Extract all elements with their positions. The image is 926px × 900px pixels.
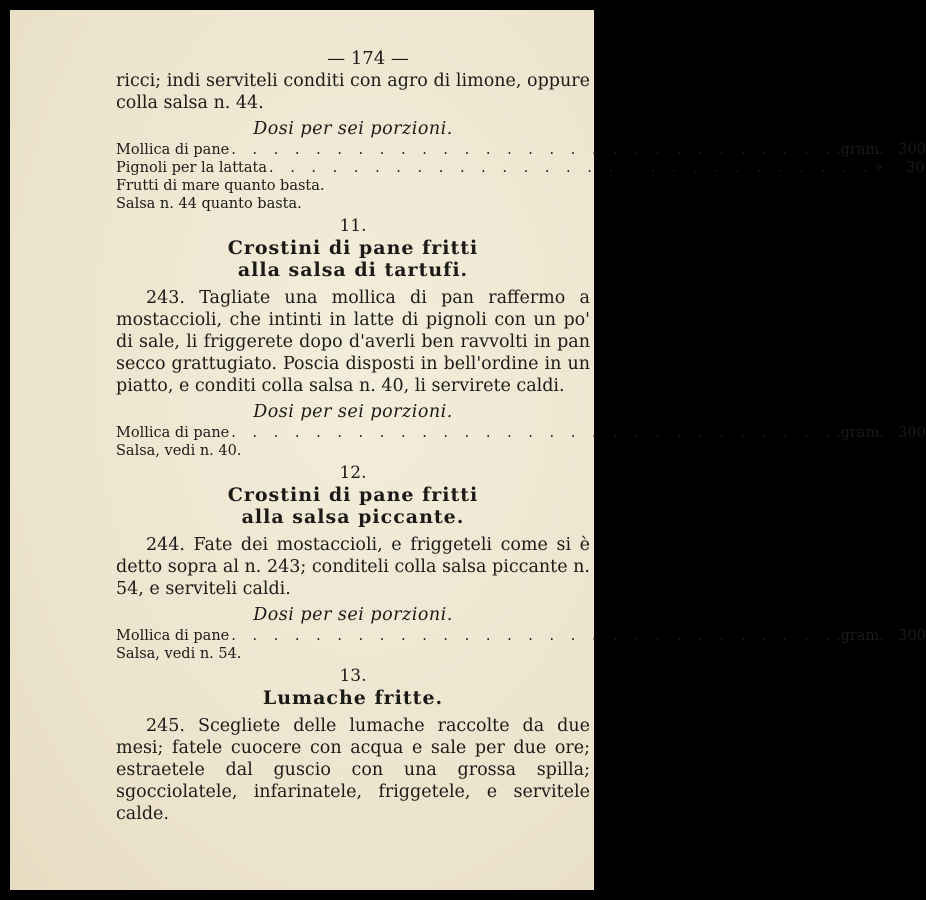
ingredient-extra: Salsa n. 44 quanto basta. xyxy=(116,196,302,212)
ingredient-amount: 300 xyxy=(898,425,926,441)
recipe-text: 243. Tagliate una mollica di pan raffermo a mostaccioli, che intinti in latte di pignoli con un po' di sale, li friggerete dopo d'averli ben ravvolti in pan secco grattugiato. Poscia disposti in bell'ordine in un piatto, e conditi colla salsa n. 40, li servirete caldi. xyxy=(116,288,590,396)
continuation-text: ricci; indi serviteli conditi con agro di limone, oppure colla salsa n. 44. xyxy=(116,71,590,113)
ingredient-row xyxy=(116,141,926,159)
book-page xyxy=(10,10,926,890)
recipe-title-line: Lumache fritte. xyxy=(262,687,444,709)
dosi-heading: Dosi per sei porzioni. xyxy=(253,605,453,625)
recipe-title-line: alla salsa di tartufi. xyxy=(237,259,469,281)
dot-leader: . . . . . . . . . . . . . . . . . . . . . . . . . . . . . xyxy=(231,425,836,441)
ingredient-row xyxy=(116,424,926,442)
ingredient-unit: .gram. xyxy=(835,425,884,441)
ingredient-amount: 30 xyxy=(906,160,925,176)
dot-leader: . . . . . . . . . . . . . . . . . . . . . . . . . . . . . xyxy=(268,160,874,176)
ingredient-unit: .gram. xyxy=(835,628,884,644)
ingredient-extra: Frutti di mare quanto basta. xyxy=(116,178,325,194)
ingredient-amount: 300 xyxy=(898,142,926,158)
ingredient-row xyxy=(116,627,926,645)
ingredient-list xyxy=(116,627,926,663)
dot-leader: . . . . . . . . . . . . . . . . . . . . . . . . . . . . . xyxy=(231,142,836,158)
recipe-title-line: Crostini di pane fritti xyxy=(227,237,479,259)
recipe-title-line: alla salsa piccante. xyxy=(241,506,465,528)
continuation-paragraph xyxy=(116,70,590,114)
ingredient-name: Mollica di pane xyxy=(116,425,230,441)
recipe-number: 13. xyxy=(339,666,367,686)
recipe-paragraph xyxy=(116,534,590,600)
recipe-paragraph xyxy=(116,715,590,825)
ingredient-list xyxy=(116,424,926,460)
ingredient-name: Mollica di pane xyxy=(116,142,230,158)
ingredient-unit: .gram. xyxy=(835,142,884,158)
recipe-paragraph xyxy=(116,287,590,397)
recipe-title-line: Crostini di pane fritti xyxy=(227,484,479,506)
ingredient-name: Pignoli per la lattata xyxy=(116,160,267,176)
ingredient-row xyxy=(116,159,925,177)
dot-leader: . . . . . . . . . . . . . . . . . . . . . . . . . . . . . xyxy=(231,628,836,644)
page-number: — 174 — xyxy=(327,48,409,69)
ingredient-unit: » xyxy=(873,160,883,176)
ingredient-extra: Salsa, vedi n. 54. xyxy=(116,646,242,662)
ingredient-name: Mollica di pane xyxy=(116,628,230,644)
recipe-number: 11. xyxy=(339,216,367,236)
page-content xyxy=(116,48,926,825)
dosi-heading: Dosi per sei porzioni. xyxy=(253,402,453,422)
recipe-number: 12. xyxy=(339,463,367,483)
ingredient-amount: 300 xyxy=(898,628,926,644)
recipe-text: 245. Scegliete delle lumache raccolte da due mesi; fatele cuocere con acqua e sale per due ore; estraetele dal guscio con una grossa spilla; sgocciolatele, infarinatele, friggetele, e servitele calde. xyxy=(116,716,590,824)
ingredient-list xyxy=(116,141,926,213)
dosi-heading: Dosi per sei porzioni. xyxy=(253,119,453,139)
recipe-text: 244. Fate dei mostaccioli, e friggeteli come si è detto sopra al n. 243; conditeli colla salsa piccante n. 54, e serviteli caldi. xyxy=(116,535,590,599)
ingredient-extra: Salsa, vedi n. 40. xyxy=(116,443,242,459)
